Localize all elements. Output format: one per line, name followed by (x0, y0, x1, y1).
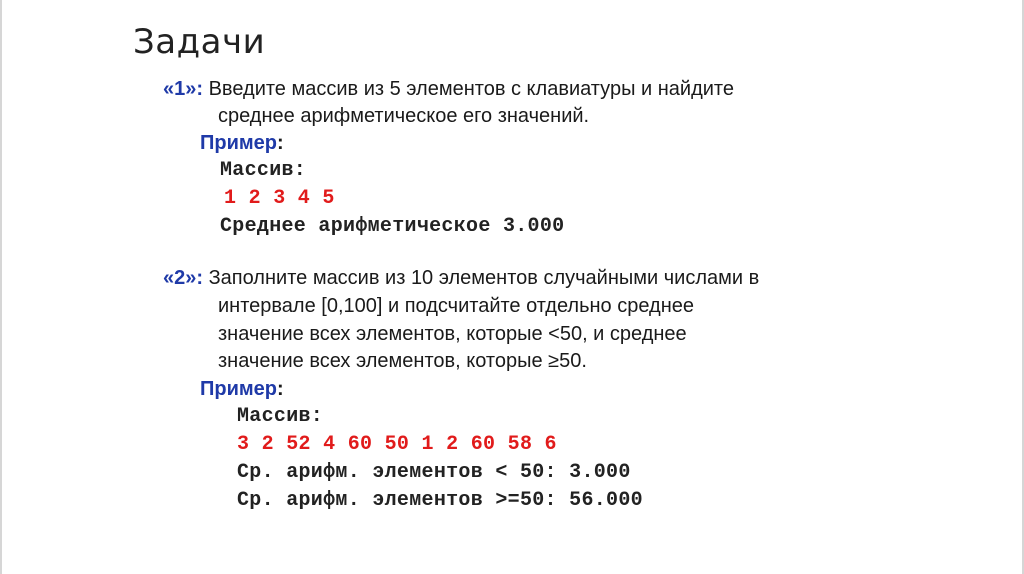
task2-array-values: 3 2 52 4 60 50 1 2 60 58 6 (237, 433, 557, 456)
task1-result: Среднее арифметическое 3.000 (220, 215, 565, 238)
task1-array-label: Массив: (220, 159, 307, 182)
task1-line2: среднее арифметическое его значений. (218, 105, 590, 127)
task2-line1 (163, 268, 759, 288)
task2-line4: значение всех элементов, которые ≥50. (218, 350, 587, 372)
task1-line1 (163, 79, 734, 99)
task2-example-colon: : (277, 378, 284, 400)
task1-number: «1»: (163, 78, 204, 100)
task1-text-line1: Введите массив из 5 элементов с клавиатуры и найдите (208, 78, 734, 100)
task2-result-lt: Ср. арифм. элементов < 50: 3.000 (237, 461, 631, 484)
task1-example-label (200, 133, 284, 153)
task2-array-label: Массив: (237, 405, 324, 428)
task2-example-label (200, 379, 284, 399)
task2-text-line1: Заполните массив из 10 элементов случайными числами в (208, 267, 760, 289)
task1-example-colon: : (277, 132, 284, 154)
slide-border-left (0, 0, 2, 574)
task1-array-values: 1 2 3 4 5 (224, 187, 335, 210)
task2-example-word: Пример (200, 378, 278, 400)
page-title: Задачи (133, 22, 266, 62)
task2-number: «2»: (163, 267, 204, 289)
task2-result-ge: Ср. арифм. элементов >=50: 56.000 (237, 489, 643, 512)
task2-line3: значение всех элементов, которые <50, и среднее (218, 323, 687, 345)
task1-example-word: Пример (200, 132, 278, 154)
task2-line2: интервале [0,100] и подсчитайте отдельно среднее (218, 295, 695, 317)
